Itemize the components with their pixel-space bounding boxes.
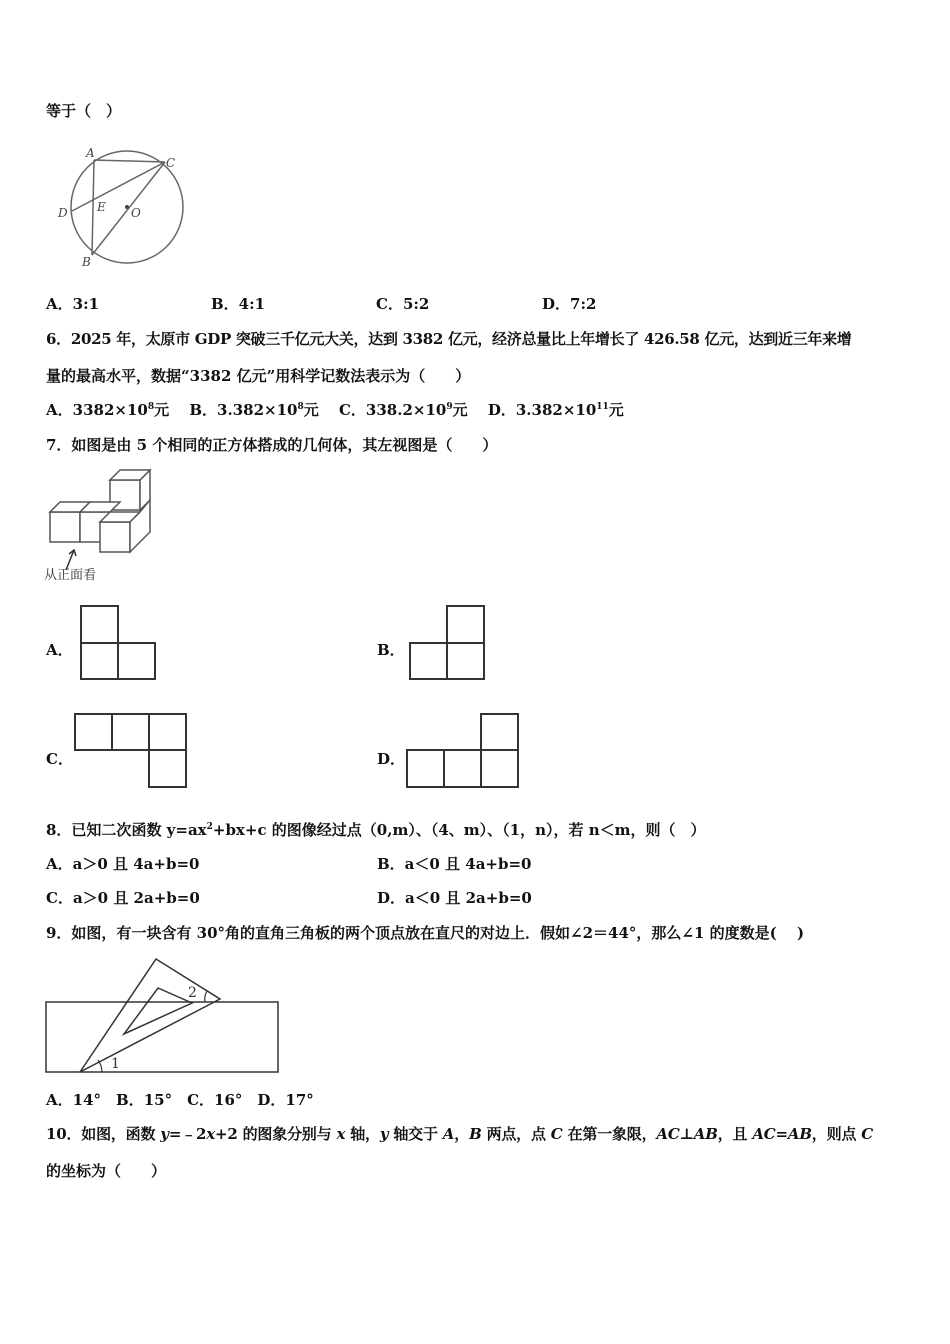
q9-options: A．14° B．15° C．16° D．17° (46, 1091, 314, 1109)
q6-stem-line1: 6．2025 年，太原市 GDP 突破三千亿元大关，达到 3382 亿元，经济总量比上年增长了 426.58 亿元，达到近三年来增 (46, 330, 852, 348)
q7-stem: 7．如图是由 5 个相同的正方体搭成的几何体，其左视图是（ ） (46, 436, 498, 454)
angle-1-label: 1 (111, 1056, 120, 1072)
q8-option-a: A．a＞0 且 4a+b=0 (46, 855, 200, 873)
q6-stem-line2: 量的最高水平，数据“3382 亿元”用科学记数法表示为（ ） (46, 367, 471, 385)
angle-2-label: 2 (188, 985, 197, 1001)
q7-option-d-label: D． (377, 750, 406, 768)
label-B: B (82, 255, 91, 269)
q5-option-c: C．5:2 (376, 295, 430, 313)
q6-option-a: A．$3382\times 10^8$元 (46, 401, 170, 419)
q5-circle-figure (52, 145, 192, 270)
q6-option-b: B．$3.382\times 10^8$元 (189, 401, 319, 419)
q7-view-caption: 从正面看 (44, 568, 97, 583)
q10-stem-line1: 10．如图，函数 y=﹣2x+2 的图象分别与 x 轴，y 轴交于 A，B 两点，点 C 在第一象限，AC⊥AB，且 AC=AB，则点 C (46, 1125, 873, 1143)
q8-option-d: D．a＜0 且 2a+b=0 (377, 889, 532, 907)
q7-option-a-figure (78, 603, 158, 681)
q9-stem: 9．如图，有一块含有 30°角的直角三角板的两个顶点放在直尺的对边上．假如∠2＝44°，那么∠1 的度数是( ) (46, 924, 805, 942)
q5-stem-tail: 等于（ ） (46, 102, 122, 120)
label-C: C (166, 156, 176, 170)
label-A: A (86, 146, 95, 160)
q10-stem-line2: 的坐标为（ ） (46, 1162, 167, 1180)
label-O: O (131, 206, 141, 220)
q9-ruler-triangle-figure (44, 955, 284, 1080)
q5-option-b: B．4:1 (211, 295, 266, 313)
q7-option-b-figure (407, 603, 487, 681)
label-E: E (97, 200, 106, 214)
q7-cube-figure (44, 466, 164, 558)
q7-option-d-figure (404, 711, 522, 789)
q7-option-b-label: B． (377, 641, 405, 659)
q8-option-b: B．a＜0 且 4a+b=0 (377, 855, 532, 873)
q8-option-c: C．a＞0 且 2a+b=0 (46, 889, 200, 907)
q5-option-a: A．3:1 (46, 295, 100, 313)
label-D: D (58, 206, 68, 220)
q6-options (46, 400, 624, 420)
q6-option-c: C．$338.2\times 10^9$元 (338, 401, 468, 419)
q8-stem: 8．已知二次函数 $y=ax^2+bx+c$ 的图像经过点（0,m）、（4、m）、（1，n），若 n＜m，则（ ） (46, 821, 706, 839)
q6-option-d: D．$3.382\times 10^{11}$元 (487, 401, 624, 419)
q7-option-a-label: A． (46, 641, 73, 659)
q7-option-c-figure (72, 711, 190, 789)
q7-option-c-label: C． (46, 750, 73, 768)
q5-option-d: D．7:2 (542, 295, 597, 313)
